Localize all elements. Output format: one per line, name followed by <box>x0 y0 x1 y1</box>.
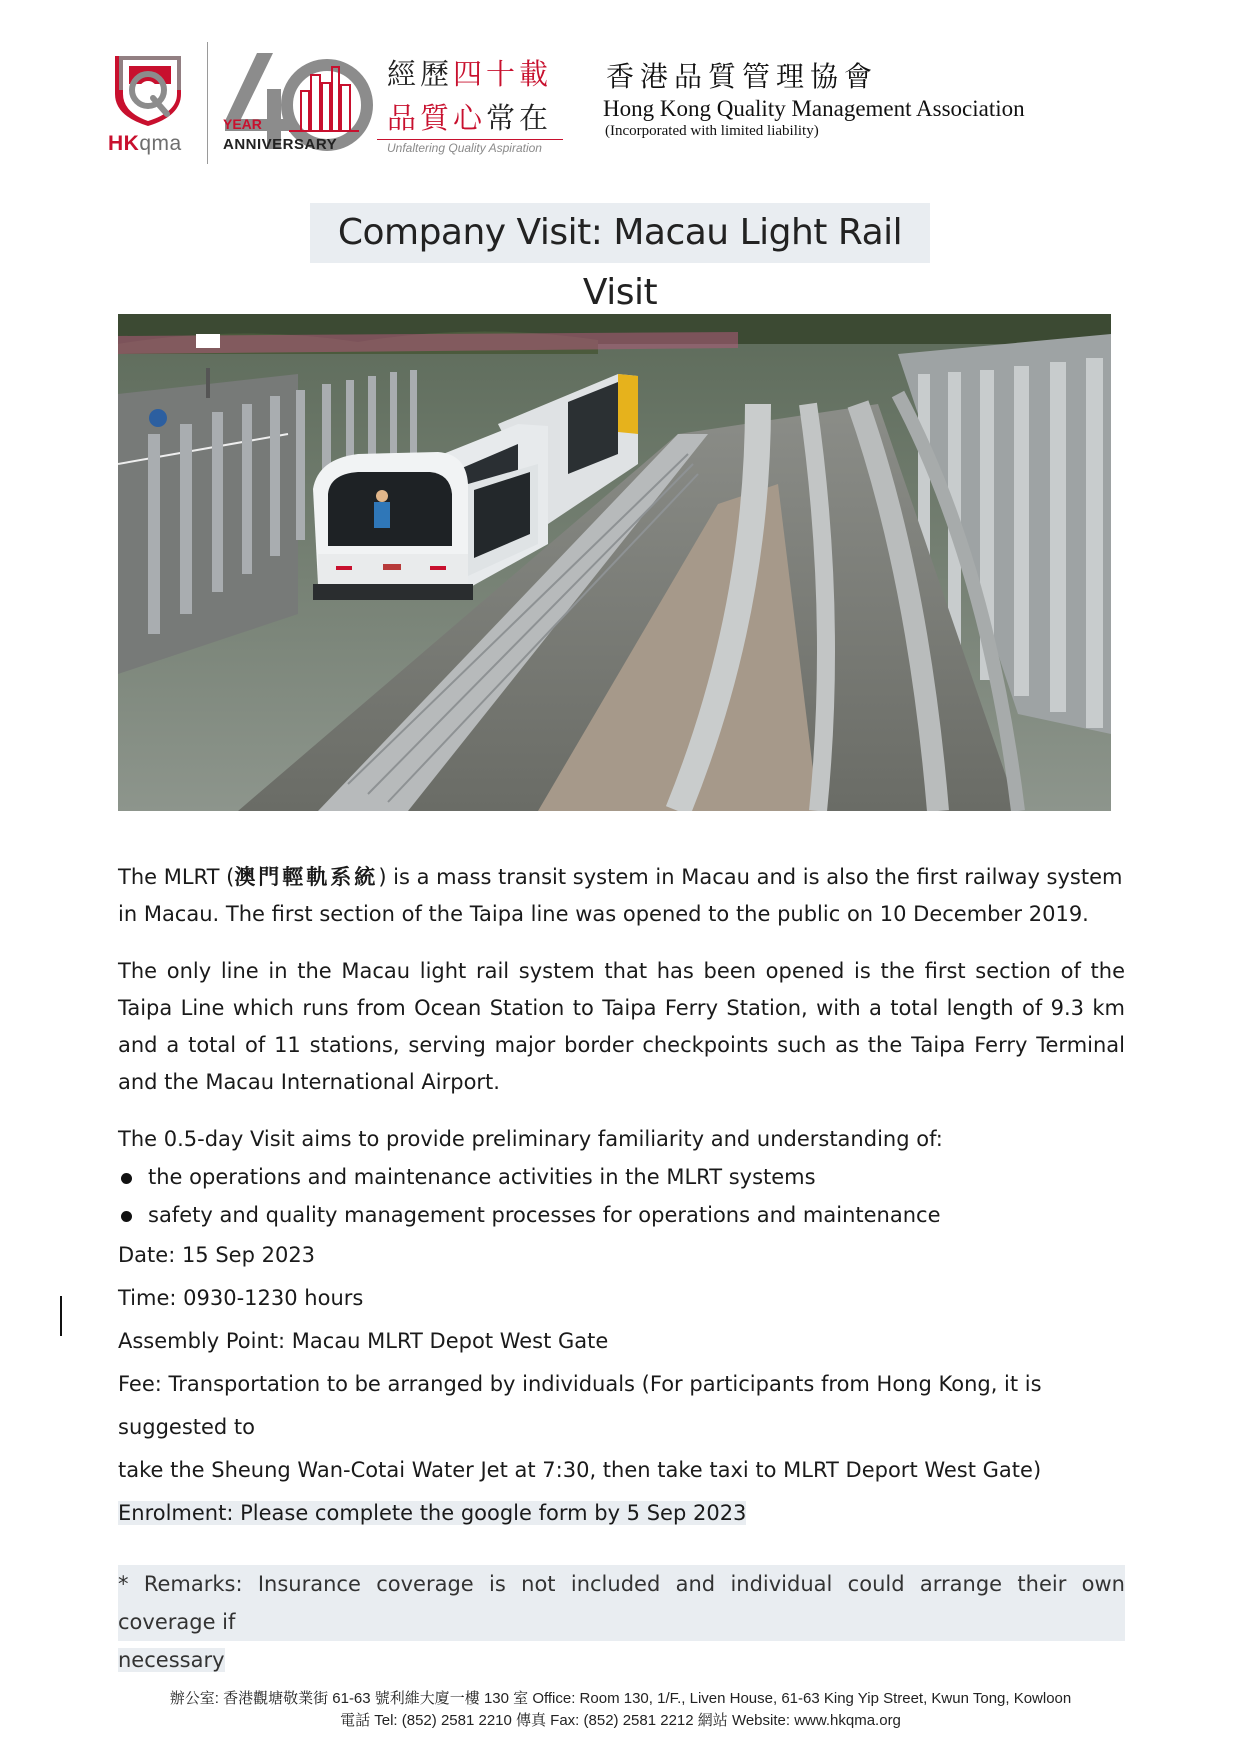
slogan-line2-a: 品質心 <box>387 101 487 135</box>
intro-cjk-name: 澳門輕軌系統 <box>234 864 379 889</box>
text-cursor <box>60 1296 62 1336</box>
wordmark-hk: HK <box>108 132 140 155</box>
anniversary-slogan-cn <box>387 52 552 140</box>
anniversary-tagline: Unfaltering Quality Aspiration <box>387 141 542 155</box>
slogan-line2-b: 常在 <box>486 101 553 135</box>
assembly-point: Assembly Point: Macau MLRT Depot West Gate <box>118 1329 609 1353</box>
footer-contact: 電話 Tel: (852) 2581 2210 傳真 Fax: (852) 2581 2212 網站 Website: www.hkqma.org <box>340 1712 901 1729</box>
letterhead <box>0 0 1241 170</box>
anniversary-rule <box>377 139 563 140</box>
enrolment-info <box>118 1492 1125 1535</box>
intro-post: ) is a mass transit system in Macau and is also the first railway system <box>378 865 1123 889</box>
list-item-text: safety and quality management processes for operations and maintenance <box>148 1203 941 1227</box>
letterhead-divider <box>207 42 208 164</box>
footer-address: 辦公室: 香港觀塘敬業街 61-63 號利維大廈一樓 130 室 Office: Room 130, 1/F., Liven House, 61-63 King Yip Street, Kwun Tong, Kowloon <box>169 1690 1072 1707</box>
enrolment-text: Enrolment: Please complete the google form by 5 Sep 2023 <box>118 1501 747 1525</box>
remarks-line1: * Remarks: Insurance coverage is not included and individual could arrange their own coverage if <box>118 1565 1125 1641</box>
list-item <box>118 1196 1125 1234</box>
intro-line2: in Macau. The first section of the Taipa line was opened to the public on 10 December 2019. <box>118 902 1089 926</box>
bullet-icon <box>121 1173 132 1184</box>
visit-date: Date: 15 Sep 2023 <box>118 1243 316 1267</box>
remarks-line2: necessary <box>118 1648 225 1672</box>
visit-aims-list <box>118 1158 1125 1234</box>
anniversary-label: ANNIVERSARY <box>223 136 338 153</box>
fee-line2: take the Sheung Wan-Cotai Water Jet at 7:30, then take taxi to MLRT Deport West Gate) <box>118 1458 1042 1482</box>
footer <box>0 1688 1241 1732</box>
visit-aims-intro: The 0.5-day Visit aims to provide preliminary familiarity and understanding of: <box>118 1127 943 1151</box>
association-name-cn: 香港品質管理協會 <box>606 60 879 93</box>
bullet-icon <box>121 1211 132 1222</box>
document-body <box>118 858 1125 1679</box>
intro-pre: The MLRT ( <box>118 865 235 889</box>
hkqma-wordmark <box>108 132 182 156</box>
page-title: Company Visit: Macau Light Rail Visit <box>310 203 930 263</box>
slogan-line1-b: 四十載 <box>453 57 553 91</box>
wordmark-qma: qma <box>139 132 182 155</box>
fee-info <box>118 1363 1125 1492</box>
list-item-text: the operations and maintenance activities in the MLRT systems <box>148 1165 816 1189</box>
association-name-en: Hong Kong Quality Management Association <box>603 96 1025 121</box>
anniversary-40-logo <box>219 45 379 157</box>
fee-line1: Fee: Transportation to be arranged by individuals (For participants from Hong Kong, it is suggested to <box>118 1372 1042 1439</box>
slogan-line1-a: 經歷 <box>387 57 454 91</box>
light-rail-train-photo <box>118 314 1111 811</box>
hkqma-logo-icon <box>109 50 187 128</box>
intro-paragraph <box>118 858 1125 933</box>
line-description-paragraph: The only line in the Macau light rail system that has been opened is the first section of the Taipa Line which runs from Ocean Station to Taipa Ferry Station, with a total length of 9.3 km and a total of 11 stations, serving major border checkpoints such as the Taipa Ferry Terminal and the Macau International Airport. <box>118 959 1125 1094</box>
remarks <box>118 1565 1125 1679</box>
visit-time: Time: 0930-1230 hours <box>118 1286 364 1310</box>
incorporation-note: (Incorporated with limited liability) <box>605 123 819 139</box>
year-label: YEAR <box>223 116 262 132</box>
list-item <box>118 1158 1125 1196</box>
